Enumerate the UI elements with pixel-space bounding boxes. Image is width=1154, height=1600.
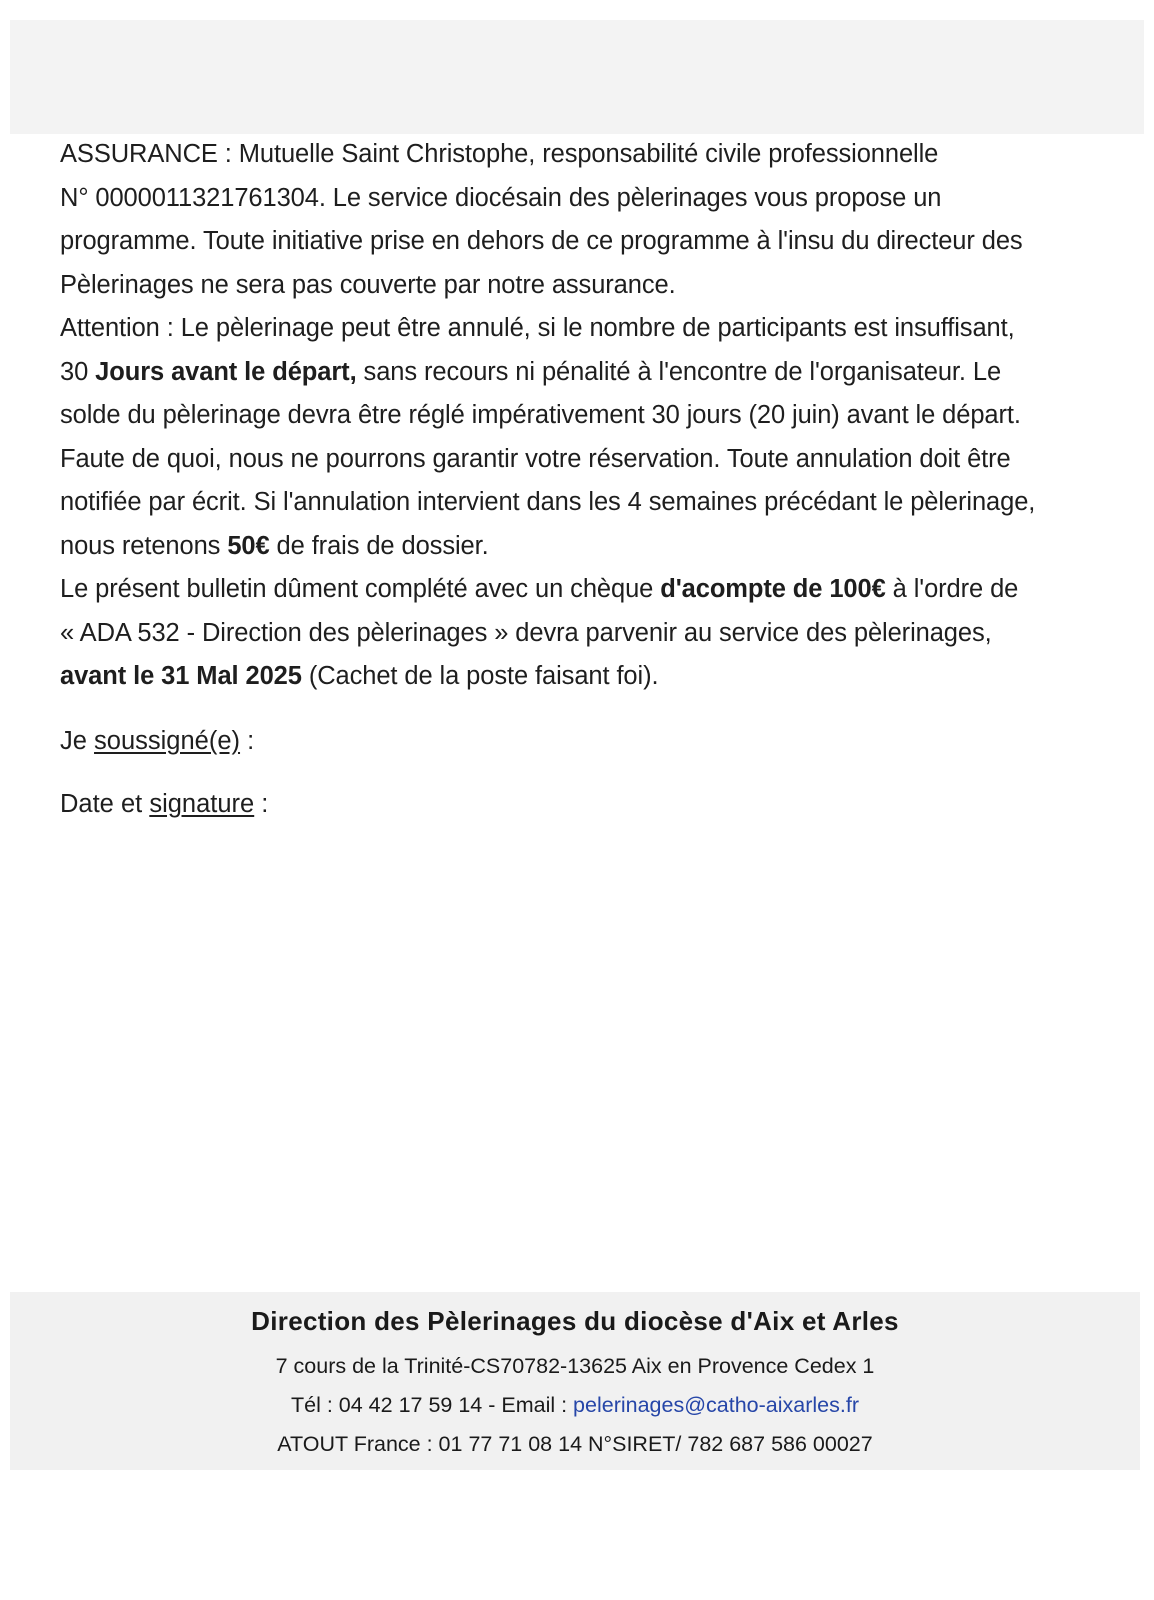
text-line: avant le 31 Mal 2025 (Cachet de la poste faisant foi). — [60, 662, 659, 690]
footer-address: 7 cours de la Trinité-CS70782-13625 Aix en Provence Cedex 1 — [275, 1354, 875, 1378]
signature-field[interactable]: Date et signature : — [60, 790, 269, 818]
text-line: Le présent bulletin dûment complété avec un chèque d'acompte de 100€ à l'ordre de — [60, 575, 1019, 603]
soussigne-label: soussigné(e) — [94, 727, 241, 755]
document-page — [10, 20, 1144, 1600]
text-line: Attention : Le pèlerinage peut être annulé, si le nombre de participants est insuffisant, — [60, 314, 1015, 342]
signature-label: signature — [149, 790, 255, 818]
footer-title: Direction des Pèlerinages du diocèse d'Aix et Arles — [251, 1306, 899, 1336]
top-band — [10, 20, 1144, 134]
bold-fee: 50€ — [227, 531, 270, 560]
text-line: Pèlerinages ne sera pas couverte par notre assurance. — [60, 270, 676, 299]
bold-deadline: Jours avant le départ, — [95, 357, 357, 386]
text-line: N° 0000011321761304. Le service diocésain des pèlerinages vous propose un — [60, 183, 942, 212]
text-line: solde du pèlerinage devra être réglé impérativement 30 jours (20 juin) avant le départ. — [60, 401, 1021, 429]
conditions-text — [60, 133, 1120, 699]
bold-due-date: avant le 31 Mal 2025 — [60, 662, 302, 690]
footer-contact: Tél : 04 42 17 59 14 - Email : pelerinages@catho-aixarles.fr — [291, 1393, 859, 1417]
text-line: « ADA 532 - Direction des pèlerinages » devra parvenir au service des pèlerinages, — [60, 618, 992, 647]
soussigne-field[interactable]: Je soussigné(e) : — [60, 727, 255, 755]
text-line: programme. Toute initiative prise en dehors de ce programme à l'insu du directeur des — [60, 227, 1023, 255]
bold-deposit: d'acompte de 100€ — [660, 575, 886, 603]
footer-atout: ATOUT France : 01 77 71 08 14 N°SIRET/ 782 687 586 00027 — [277, 1432, 873, 1456]
footer — [10, 1292, 1140, 1470]
text-line: nous retenons 50€ de frais de dossier. — [60, 531, 489, 560]
text-line: 30 Jours avant le départ, sans recours ni pénalité à l'encontre de l'organisateur. Le — [60, 357, 1002, 386]
text-line: Faute de quoi, nous ne pourrons garantir votre réservation. Toute annulation doit être — [60, 444, 1011, 473]
text-line: notifiée par écrit. Si l'annulation intervient dans les 4 semaines précédant le pèlerinage, — [60, 488, 1036, 516]
email-link[interactable]: pelerinages@catho-aixarles.fr — [573, 1393, 859, 1417]
text-line: ASSURANCE : Mutuelle Saint Christophe, responsabilité civile professionnelle — [60, 140, 939, 168]
